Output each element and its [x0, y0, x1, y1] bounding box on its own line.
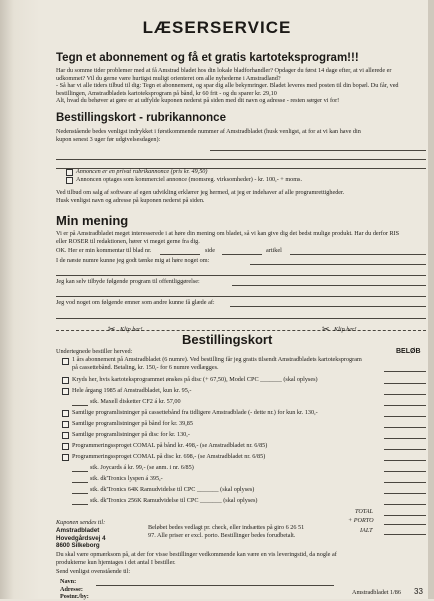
future-topics-label: I de næste numre kunne jeg godt tænke mig at høre noget om:: [56, 257, 210, 264]
order-item-text: 1 års abonnement på Amstradbladet (6 numre). Ved bestilling får jeg gratis tilsendt Amstradbladets kartoteksprogram: [72, 356, 362, 363]
order-heading: Bestillingskort: [182, 332, 273, 347]
knowledge-label: Jeg vod noget om følgende emner som andre kunne få glæde af:: [56, 299, 215, 306]
delivery-notice: [56, 551, 428, 566]
issue-number-field[interactable]: [160, 254, 200, 255]
comal-tape-checkbox[interactable]: [62, 443, 69, 450]
opinion-line: Vi er på Amstradbladet meget interesserede i at høre din mening om bladet, så vi kan give dig det bedst mulige produkt. Har du derfor RIS: [56, 230, 400, 237]
classified-input-line[interactable]: [56, 159, 426, 160]
send-to-instructions: Send venligst ovenstående til:: [56, 568, 131, 575]
program-offer-field[interactable]: [232, 285, 426, 286]
amount-field[interactable]: [384, 449, 426, 450]
order-item-disks: stk. Maxell disketter CF2 á kr. 57,00: [90, 398, 181, 405]
quantity-field[interactable]: [72, 482, 88, 483]
listings-cassette-checkbox[interactable]: [62, 410, 69, 417]
order-item-comal-tape: Programmeringssproget COMAL på bånd kr. 498,- (se Amstradbladet nr. 6/85): [72, 442, 268, 449]
porto-field[interactable]: [384, 524, 426, 525]
name-label: Navn:: [60, 578, 77, 585]
year-1985-checkbox[interactable]: [62, 388, 69, 395]
private-ad-checkbox[interactable]: [66, 169, 73, 176]
article-field[interactable]: [290, 254, 426, 255]
listings-disc-checkbox[interactable]: [62, 432, 69, 439]
subscription-line: Alt, hvad du behøver at gøre er at udfylde kuponen nederst på siden med dit navn og adresse - resten sørger vi for!: [56, 97, 340, 105]
knowledge-field[interactable]: [230, 306, 426, 307]
subscription-text: [56, 67, 428, 105]
opinion-line: eller ROSER til redaktionen, hører vi meget gerne fra dig.: [56, 237, 200, 245]
commercial-ad-checkbox[interactable]: [66, 177, 73, 184]
order-item-ram256: stk. dk'Tronics 256K Ramudvidelse til CPC _______ (skal oplyses): [90, 497, 258, 504]
notice-line: produkterne kun hjemtages i det antal I bestiller.: [56, 558, 176, 566]
future-topics-field[interactable]: [250, 264, 426, 265]
clip-here-label: Klip her!: [334, 326, 357, 333]
address-line: Hovedgårdsvej 4: [56, 534, 106, 542]
program-offer-label: Jeg kan selv tilbyde følgende program til offentliggørelse:: [56, 278, 200, 285]
article-label: artikel: [266, 247, 282, 254]
classified-note: Ved tilbud om salg af software af egen udvikling erklærer jeg hermed, at jeg er indehaver af alle programrettigheder.: [56, 189, 345, 196]
clip-here-label: Klip her!: [120, 326, 143, 333]
order-item-year: Hele årgang 1985 af Amstradbladet, kun kr. 95,-: [72, 387, 192, 394]
postcode-label: Postnr./by:: [60, 593, 89, 600]
page-label: side: [205, 247, 215, 254]
address-line: 8600 Silkeborg: [56, 542, 100, 550]
opinion-heading: Min mening: [56, 213, 129, 228]
amount-field[interactable]: [384, 504, 426, 505]
quantity-field[interactable]: [72, 504, 88, 505]
undersigned-label: Undertegnede bestiller herved:: [56, 348, 133, 355]
amount-field[interactable]: [384, 383, 426, 384]
payment-line: Beløbet bedes vedlagt pr. check, eller indsættes på giro 6 26 51: [148, 524, 305, 531]
opinion-comment-label: OK. Her er min kommentar til blad nr.: [56, 247, 152, 254]
payment-info: [148, 524, 348, 539]
page-edge: [428, 0, 434, 599]
notice-line: Du skal være opmærksom på, at der for visse bestillinger vedkommende kan være en vis leveringstid, da nogle af: [56, 551, 337, 558]
page-number: 33: [414, 587, 423, 596]
amount-field[interactable]: [384, 371, 426, 372]
classified-note: Husk venligst navn og adresse på kuponen nederst på siden.: [56, 196, 205, 204]
order-item-disc: Kryds her, hvis kartoteksprogrammet ønskes på disc (+ 67,50), Model CPC _______ (skal oplyses): [72, 376, 318, 383]
subscription-checkbox[interactable]: [62, 358, 69, 365]
amount-field[interactable]: [384, 405, 426, 406]
listings-tape-checkbox[interactable]: [62, 421, 69, 428]
order-item-text: på cassettebånd. Betaling, kr. 150,- for 6 numre vedlægges.: [72, 363, 219, 371]
subscription-line: bestillingen, Amstradbladets kartoteksprogram på bånd, kr 60 frit - og du sparer kr. 29,10: [56, 89, 277, 97]
order-item-listings-tape: Samtlige programlistninger på bånd for kr. 39,85: [72, 420, 193, 427]
payment-line: 97. Alle priser er excl. porto. Bestillinger bedes forudbetalt.: [148, 531, 296, 539]
address-label: Adresse:: [60, 586, 83, 593]
comal-disc-checkbox[interactable]: [62, 454, 69, 461]
classified-line: kupon senest 3 uger før udgivelsesdagen):: [56, 135, 161, 143]
page-title: LÆSERSERVICE: [142, 18, 292, 37]
knowledge-field[interactable]: [56, 318, 426, 319]
amount-field[interactable]: [384, 394, 426, 395]
footer-magazine: Amstradbladet 1/86: [352, 589, 401, 596]
total-field[interactable]: [384, 515, 426, 516]
porto-label: + PORTO: [348, 517, 374, 524]
send-to-label: Kuponen sendes til:: [56, 519, 106, 526]
order-item-listings-disc: Samtlige programlistninger på disc for kr. 130,-: [72, 431, 190, 438]
amount-field[interactable]: [384, 493, 426, 494]
opinion-text: [56, 230, 428, 245]
order-item-joycards: stk. Joycards á kr. 99,- (se anm. i nr. 6/85): [90, 464, 194, 471]
address-block: [56, 527, 106, 550]
quantity-field[interactable]: [72, 405, 88, 406]
amount-field[interactable]: [384, 427, 426, 428]
classified-commercial-price: Annoncen optages som kommerciel annonce (momsreg. virksomheder) - kr. 100,- + moms.: [76, 176, 303, 183]
classified-intro: [56, 128, 428, 143]
order-item-subscription: [72, 356, 377, 371]
subscription-line: udkommet? Vil du gerne være hurtigst muligt orienteret om alle nyhederne i Amstradland?: [56, 74, 281, 82]
classified-private-price: Annoncen er en privat rubrikannonce (pris kr. 49,50): [76, 168, 208, 175]
amount-field[interactable]: [384, 438, 426, 439]
subscription-line: - Så har vi alle tiders tilbud til dig: Tegn et abonnement, og spar dig alle bekymringer. Bladet leveres med posten til din bopæl. Du får, ved: [56, 82, 399, 90]
address-line: Amstradbladet: [56, 527, 100, 534]
amount-field[interactable]: [384, 460, 426, 461]
name-field[interactable]: [96, 585, 334, 586]
amount-field[interactable]: [384, 482, 426, 483]
classified-heading: Bestillingskort - rubrikannonce: [56, 112, 226, 124]
classified-notes: [56, 189, 428, 204]
order-item-listings-cassette: Samtlige programlistninger på cassettebånd fra tidligere Amstradblade (- dette nr.) for kun kr. 130,-: [72, 409, 318, 416]
quantity-field[interactable]: [72, 471, 88, 472]
scissors-icon: ✂: [322, 324, 330, 334]
total-label: TOTAL: [355, 508, 373, 515]
scissors-icon: ✂: [108, 324, 116, 334]
ialt-field[interactable]: [384, 534, 426, 535]
amount-header: BELØB: [396, 348, 421, 355]
order-item-lightpen: stk. dk'Tronics lyspen á 395,-: [90, 475, 163, 482]
amount-field[interactable]: [384, 416, 426, 417]
subscription-heading: Tegn et abonnement og få et gratis kartoteksprogram!!!: [56, 52, 359, 64]
order-item-comal-disc: Programmeringssproget COMAL på disc kr. 698,- (se Amstradbladet nr. 6/85): [72, 453, 266, 460]
amount-field[interactable]: [384, 471, 426, 472]
classified-input-line[interactable]: [210, 150, 426, 151]
disc-checkbox[interactable]: [62, 377, 69, 384]
ialt-label: IALT: [360, 527, 373, 534]
future-topics-field[interactable]: [56, 275, 426, 276]
quantity-field[interactable]: [72, 493, 88, 494]
classified-line: Nedenstående bedes venligst indrykket i førstkommende nummer af Amstradbladet (husk venligst, at for at vi kan have din: [56, 128, 361, 135]
subscription-line: Har du somme tider problemer med at få Amstrad bladet hos din lokale bladforhandler? Opdager du først 14 dage efter, at vi allerede er: [56, 67, 392, 74]
order-item-ram64: stk. dk'Tronics 64K Ramudvidelse til CPC _______ (skal oplyses): [90, 486, 255, 493]
page-field[interactable]: [222, 254, 262, 255]
program-offer-field[interactable]: [56, 296, 426, 297]
